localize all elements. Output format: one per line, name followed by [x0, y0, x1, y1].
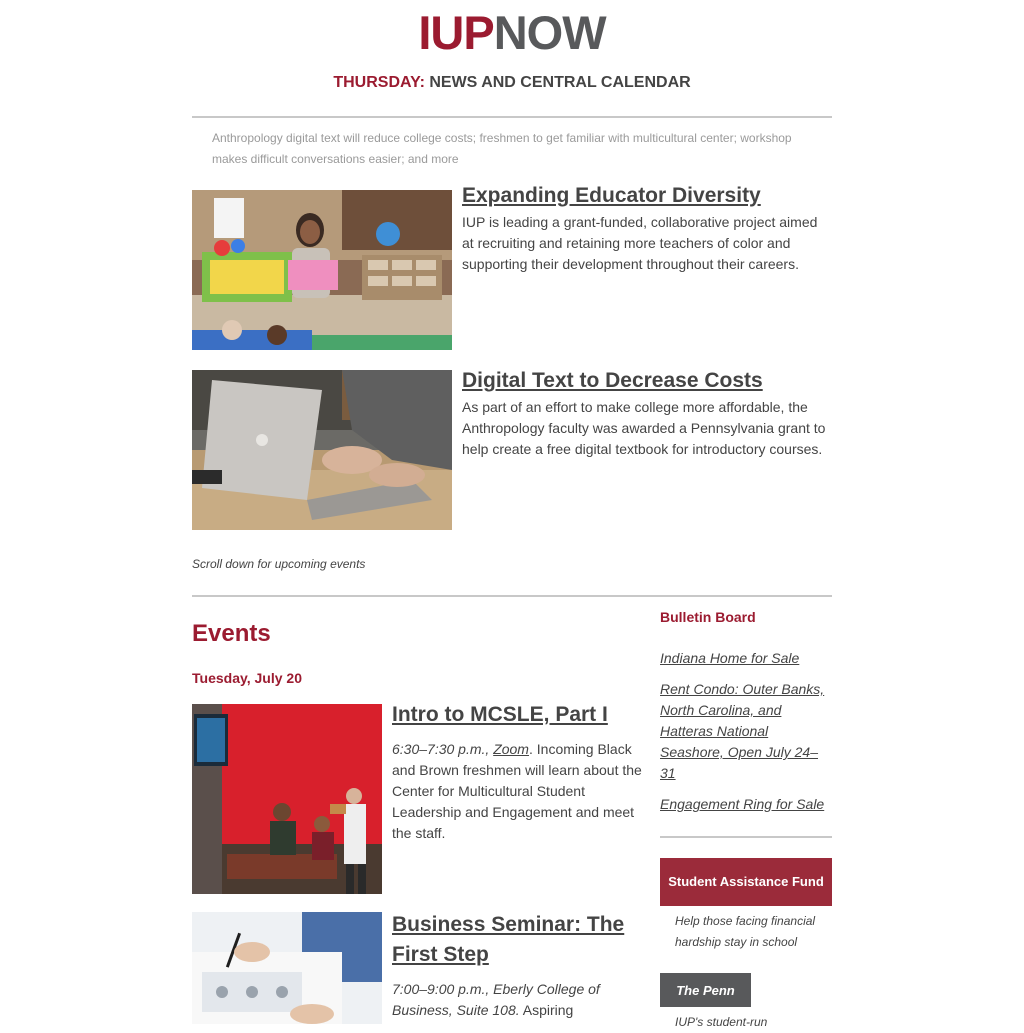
event-description-business: Aspiring [519, 1002, 574, 1018]
story-image-laptop[interactable] [192, 370, 452, 530]
event-image-business[interactable] [192, 912, 382, 1024]
edition-name: NEWS AND CENTRAL CALENDAR [429, 74, 691, 91]
event-time-mcsle: 6:30–7:30 p.m., [392, 741, 494, 757]
event-image-mcsle[interactable] [192, 704, 382, 894]
event-title-business-seminar[interactable]: Business Seminar: The First Step [392, 913, 625, 966]
issue-summary: Anthropology digital text will reduce college costs; freshmen to get familiar with multicultural center; workshop makes difficult conversations easier; and more [212, 131, 792, 166]
sidebar-divider [660, 836, 832, 838]
bulletin-link-engagement-ring[interactable]: Engagement Ring for Sale [660, 796, 825, 812]
event-description-mcsle: . Incoming Black and Brown freshmen will learn about the Center for Multicultural Student Leadership and Engagement and meet the staff. [392, 741, 642, 841]
story-body-educator-diversity: IUP is leading a grant-funded, collaborative project aimed at recruiting and retaining more teachers of color and supporting their development throughout their careers. [462, 214, 818, 272]
iupnow-logo[interactable] [0, 8, 1024, 58]
business-photo [192, 912, 382, 1024]
student-assistance-fund-button[interactable]: Student Assistance Fund [660, 858, 832, 906]
story-body-digital-text: As part of an effort to make college more affordable, the Anthropology faculty was awarded a Pennsylvania grant to help create a free digital textbook for introductory courses. [462, 399, 826, 457]
scroll-note: Scroll down for upcoming events [192, 557, 366, 571]
bulletin-link-indiana-home[interactable]: Indiana Home for Sale [660, 650, 800, 666]
events-heading: Events [192, 620, 271, 647]
event-body-mcsle [392, 739, 644, 844]
edition-day: THURSDAY: [333, 74, 425, 91]
logo-iup: IUP [418, 6, 494, 59]
header-divider [192, 116, 832, 118]
story-title-digital-text[interactable]: Digital Text to Decrease Costs [462, 369, 763, 392]
bulletin-link-rent-condo[interactable]: Rent Condo: Outer Banks, North Carolina, and Hatteras National Seashore, Open July 24–31 [660, 681, 825, 781]
event-body-business-seminar [392, 979, 622, 1021]
the-penn-button[interactable]: The Penn [660, 973, 751, 1007]
laptop-photo [192, 370, 452, 530]
story-title-educator-diversity[interactable]: Expanding Educator Diversity [462, 184, 761, 207]
event-date: Tuesday, July 20 [192, 670, 302, 686]
events-divider [192, 595, 832, 597]
fund-note: Help those facing financial hardship stay in school [675, 914, 816, 949]
story-image-classroom[interactable] [192, 190, 452, 350]
edition-tagline [0, 74, 1024, 92]
classroom-photo [192, 190, 452, 350]
bulletin-board-heading: Bulletin Board [660, 609, 756, 625]
event-location-link[interactable]: Zoom [493, 741, 529, 757]
mcsle-photo [192, 704, 382, 894]
penn-note: IUP's student-run [675, 1015, 768, 1029]
event-time-business: 7:00–9:00 p.m., Eberly College of Business, Suite 108. [392, 981, 600, 1018]
event-title-mcsle[interactable]: Intro to MCSLE, Part I [392, 703, 608, 726]
logo-now: NOW [493, 6, 606, 59]
